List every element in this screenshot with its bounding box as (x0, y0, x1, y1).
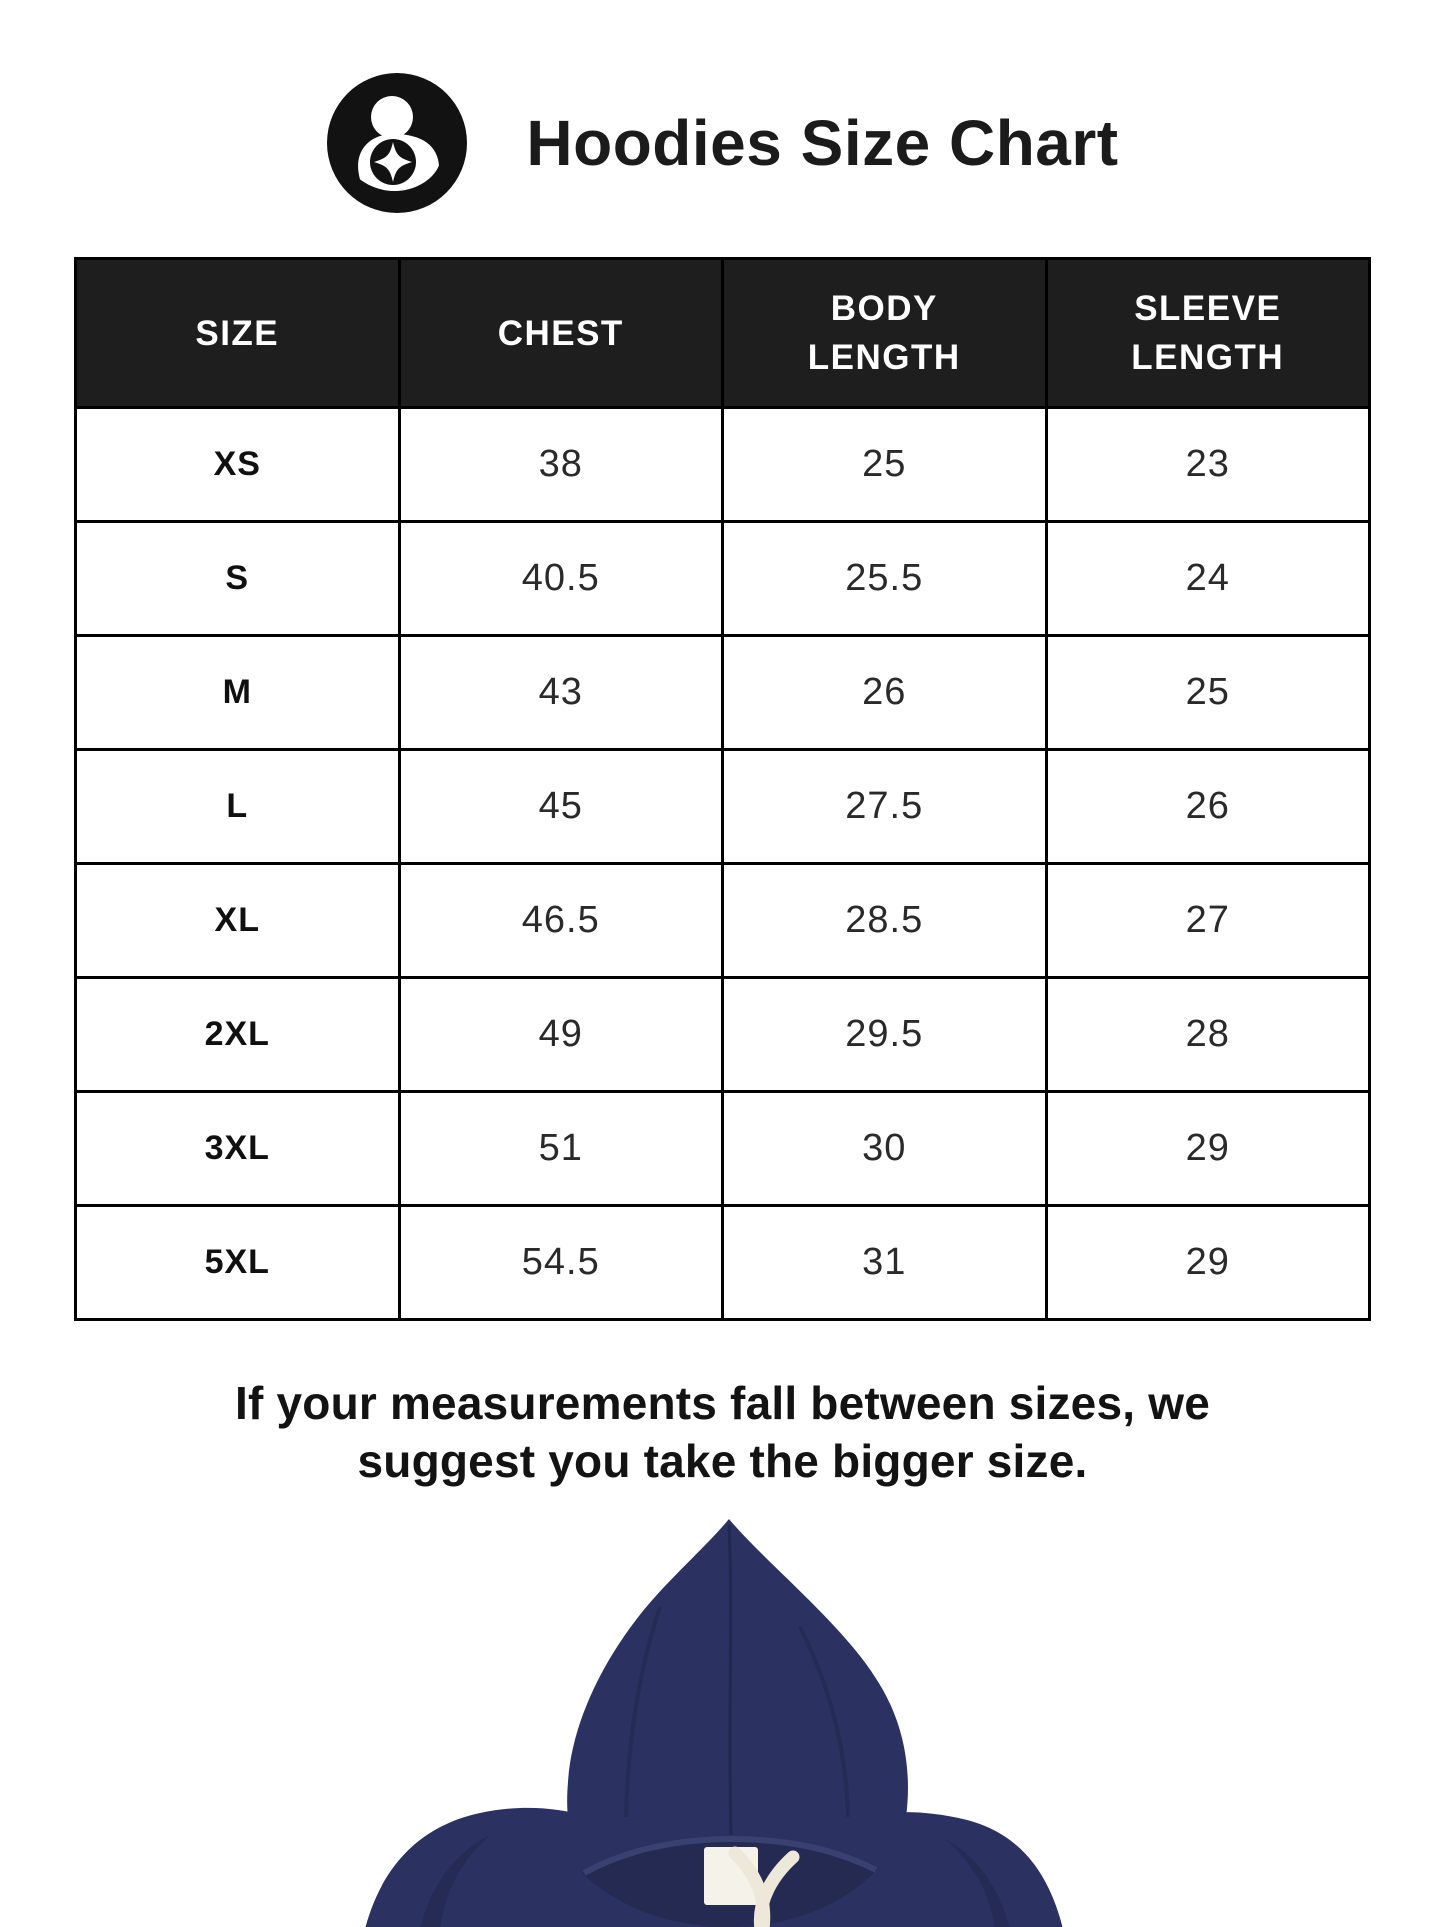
body-length-value: 25.5 (723, 522, 1047, 636)
column-header-chest: CHEST (399, 259, 723, 408)
body-length-value: 28.5 (723, 864, 1047, 978)
size-value: S (76, 522, 400, 636)
chest-value: 43 (399, 636, 723, 750)
brand-logo-icon (326, 72, 468, 214)
table-row (76, 864, 1370, 978)
size-value: 5XL (76, 1206, 400, 1320)
size-value: XL (76, 864, 400, 978)
chest-value: 54.5 (399, 1206, 723, 1320)
body-length-value: 31 (723, 1206, 1047, 1320)
sleeve-length-value: 25 (1046, 636, 1370, 750)
body-length-value: 27.5 (723, 750, 1047, 864)
hoodie-image (360, 1517, 1070, 1927)
sizing-note-line2: suggest you take the bigger size. (357, 1435, 1088, 1487)
size-value: M (76, 636, 400, 750)
sleeve-length-value: 27 (1046, 864, 1370, 978)
chest-value: 49 (399, 978, 723, 1092)
body-length-value: 25 (723, 408, 1047, 522)
body-length-value: 29.5 (723, 978, 1047, 1092)
sizing-note-line1: If your measurements fall between sizes, we (235, 1377, 1210, 1429)
sleeve-length-value: 28 (1046, 978, 1370, 1092)
size-value: 3XL (76, 1092, 400, 1206)
chest-value: 46.5 (399, 864, 723, 978)
hoodie-illustration (360, 1517, 1070, 1927)
page-header (0, 70, 1445, 216)
page-title: Hoodies Size Chart (526, 107, 1119, 179)
sleeve-length-value: 26 (1046, 750, 1370, 864)
sleeve-length-value: 23 (1046, 408, 1370, 522)
table-row (76, 750, 1370, 864)
sleeve-length-value: 24 (1046, 522, 1370, 636)
table-header-row (76, 259, 1370, 408)
chest-value: 51 (399, 1092, 723, 1206)
table-row (76, 1206, 1370, 1320)
sizing-note (0, 1374, 1445, 1490)
size-value: XS (76, 408, 400, 522)
size-chart-table (74, 257, 1371, 1321)
size-value: 2XL (76, 978, 400, 1092)
column-header-sleeve-length: SLEEVE LENGTH (1046, 259, 1370, 408)
column-header-size: SIZE (76, 259, 400, 408)
table-row (76, 408, 1370, 522)
table-row (76, 1092, 1370, 1206)
table-row (76, 978, 1370, 1092)
table-row (76, 522, 1370, 636)
table-row (76, 636, 1370, 750)
chest-value: 45 (399, 750, 723, 864)
sleeve-length-value: 29 (1046, 1206, 1370, 1320)
body-length-value: 26 (723, 636, 1047, 750)
chest-value: 38 (399, 408, 723, 522)
sleeve-length-value: 29 (1046, 1092, 1370, 1206)
body-length-value: 30 (723, 1092, 1047, 1206)
column-header-body-length: BODY LENGTH (723, 259, 1047, 408)
chest-value: 40.5 (399, 522, 723, 636)
size-value: L (76, 750, 400, 864)
